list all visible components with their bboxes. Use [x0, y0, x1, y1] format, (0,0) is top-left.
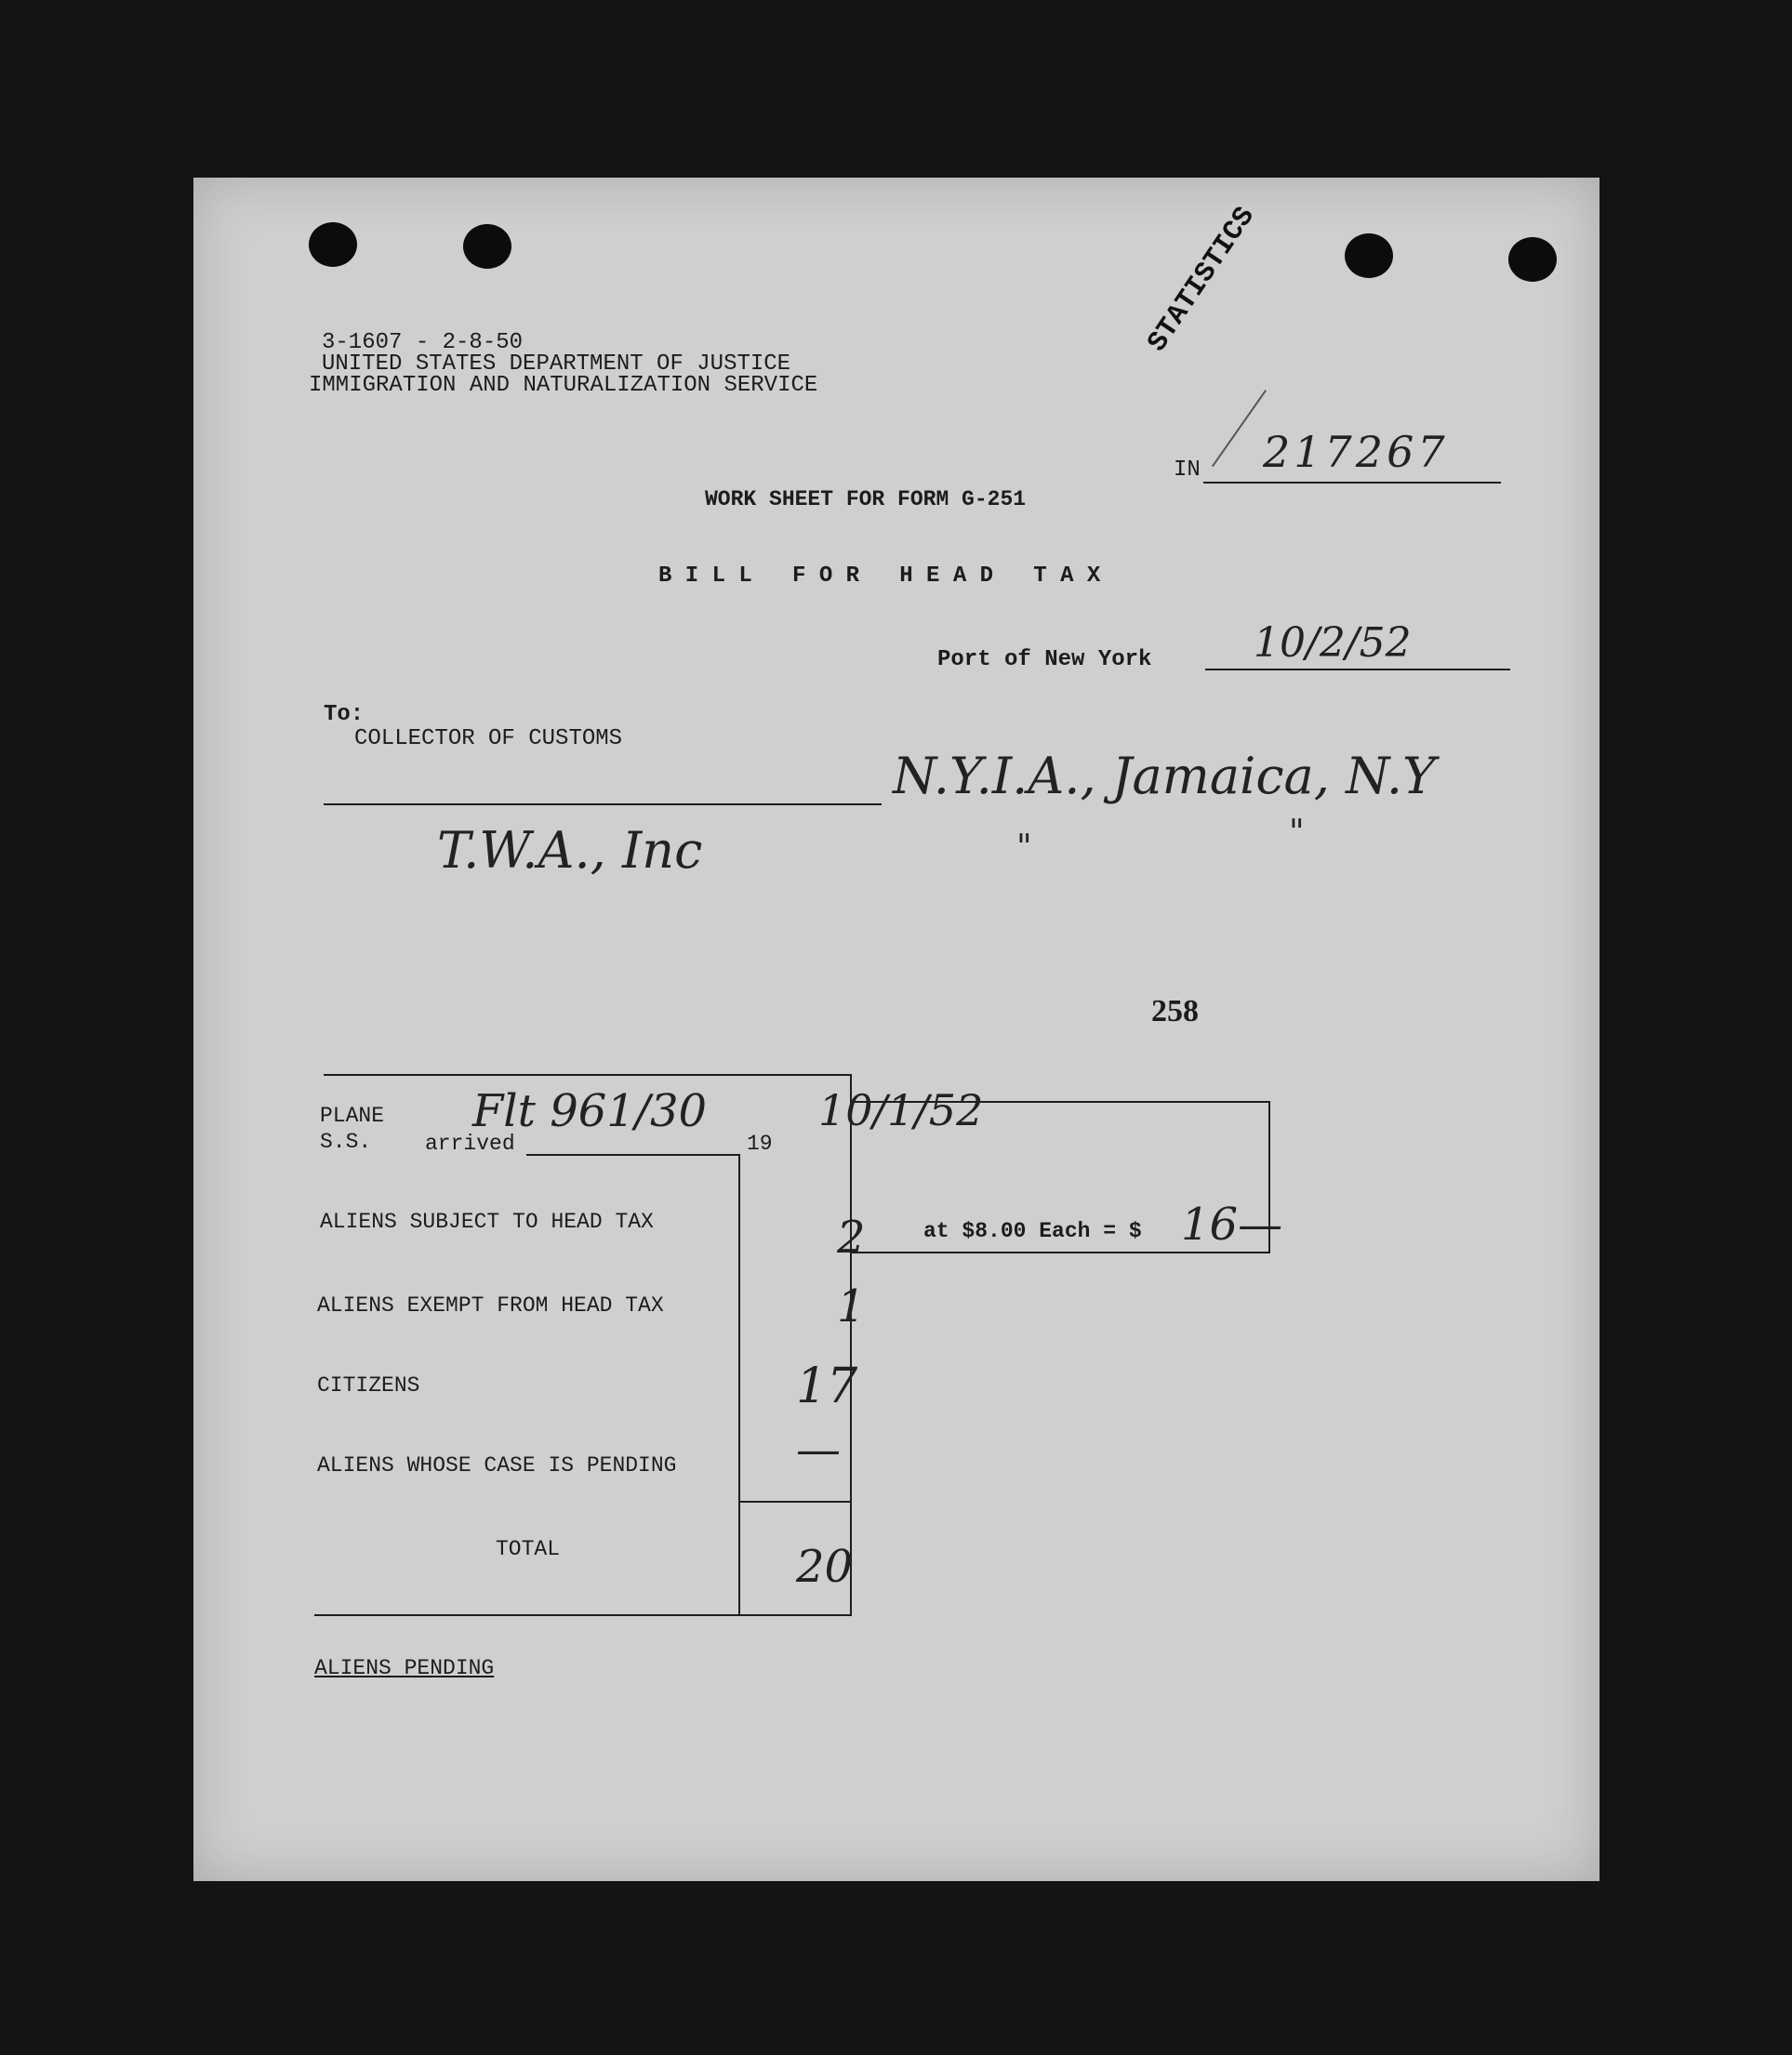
punch-hole: [463, 224, 511, 269]
row-label-exempt: ALIENS EXEMPT FROM HEAD TAX: [317, 1293, 664, 1318]
year-prefix: 19: [747, 1132, 773, 1156]
stamp-stroke: [1212, 390, 1267, 467]
value-column-left-border: [738, 1154, 740, 1616]
rate-amount: 16—: [1181, 1199, 1283, 1251]
plane-label: PLANE: [320, 1104, 385, 1128]
ss-label: S.S.: [320, 1130, 372, 1154]
rate-text: at $8.00 Each = $: [923, 1219, 1142, 1243]
punch-hole: [309, 222, 357, 267]
table-divider: [850, 1074, 852, 1616]
total-label: TOTAL: [496, 1537, 561, 1561]
row-value-exempt: 1: [837, 1280, 866, 1332]
total-separator: [740, 1501, 850, 1503]
reference-number: 258: [1151, 994, 1199, 1028]
in-label: IN: [1174, 457, 1201, 483]
carrier-handwritten: T.W.A., Inc: [437, 821, 703, 880]
port-date: 10/2/52: [1254, 619, 1412, 667]
punch-hole: [1345, 233, 1393, 278]
in-number: 217267: [1263, 427, 1449, 477]
row-label-subject: ALIENS SUBJECT TO HEAD TAX: [320, 1210, 654, 1234]
ditto-mark: ": [1289, 814, 1305, 852]
row-value-subject: 2: [837, 1212, 866, 1264]
service-name: IMMIGRATION AND NATURALIZATION SERVICE: [309, 373, 818, 398]
worksheet-title: WORK SHEET FOR FORM G-251: [705, 487, 1027, 511]
statistics-stamp: STATISTICS: [1142, 201, 1262, 359]
in-underline: [1203, 482, 1501, 484]
addressee-underline: [324, 803, 882, 805]
port-label: Port of New York: [937, 647, 1152, 672]
collector-label: COLLECTOR OF CUSTOMS: [354, 726, 623, 751]
row-value-citizens: 17: [796, 1359, 858, 1414]
location-handwritten: N.Y.I.A., Jamaica, N.Y: [893, 747, 1436, 805]
rate-box-bottom: [852, 1252, 1270, 1253]
arrived-underline: [526, 1154, 738, 1156]
form-sheet: [193, 178, 1600, 1881]
table-top-border: [324, 1074, 850, 1076]
form-code: 3-1607 - 2-8-50: [322, 330, 524, 355]
table-bottom-border: [314, 1614, 852, 1616]
bill-title: B I L L F O R H E A D T A X: [658, 563, 1101, 589]
total-value: 20: [796, 1541, 854, 1593]
port-underline: [1205, 669, 1510, 670]
row-label-citizens: CITIZENS: [317, 1373, 420, 1398]
arrived-label: arrived: [425, 1132, 515, 1156]
row-label-pending: ALIENS WHOSE CASE IS PENDING: [317, 1453, 677, 1478]
aliens-pending-heading: ALIENS PENDING: [314, 1656, 495, 1680]
row-value-pending: —: [796, 1424, 841, 1476]
department-name: UNITED STATES DEPARTMENT OF JUSTICE: [322, 351, 791, 377]
arrival-date: 10/1/52: [818, 1085, 984, 1135]
ditto-mark: ": [1016, 829, 1032, 867]
flight-number: Flt 961/30: [472, 1085, 708, 1137]
to-label: To:: [324, 702, 365, 727]
punch-hole: [1508, 237, 1557, 282]
